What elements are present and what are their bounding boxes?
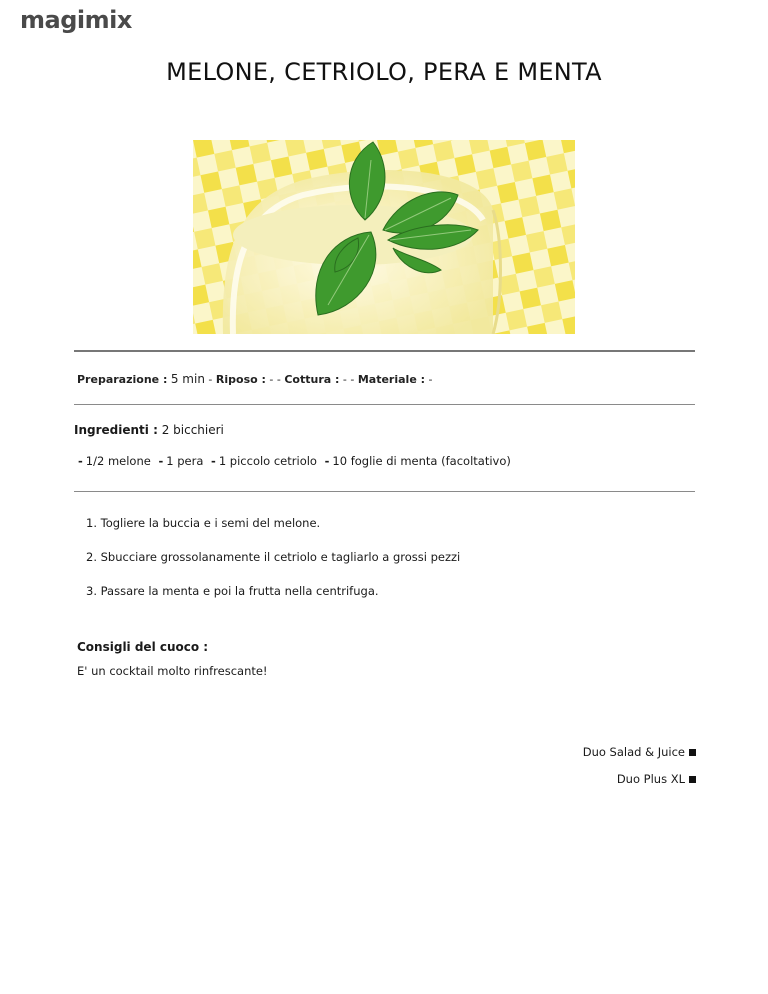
ingredient-item: 10 foglie di menta (facoltativo) [332,454,511,468]
product-item [617,772,696,786]
ingredient-item: 1 piccolo cetriolo [218,454,317,468]
recipe-photo [193,140,575,334]
step-2: 2. Sbucciare grossolanamente il cetriolo e tagliarlo a grossi pezzi [86,550,461,564]
divider [74,404,695,405]
step-1: 1. Togliere la buccia e i semi del melone. [86,516,321,530]
product-label: Duo Salad & Juice [582,745,685,759]
black-square-icon [689,776,696,783]
ingredient-item: 1/2 melone [85,454,151,468]
cook-label: Cottura : [284,373,340,386]
servings: 2 bicchieri [161,423,224,437]
magimix-logo: magimix [20,6,132,34]
ingredients-label: Ingredienti : [74,423,158,437]
material-label: Materiale : [357,373,426,386]
rest-label: Riposo : [215,373,266,386]
divider [74,491,695,492]
prep-value: 5 min [170,372,205,386]
rest-value: - - [269,373,281,386]
ingredient-item: 1 pera [166,454,204,468]
ingredient-list: - 1/2 melone - 1 pera - 1 piccolo cetriolo - 10 foglie di menta (facoltativo) [78,454,511,468]
material-value: - [428,373,433,386]
recipe-meta: Preparazione : 5 min - Riposo : - - Cottura : - - Materiale : - [77,372,433,386]
prep-label: Preparazione : [77,373,168,386]
recipe-title: MELONE, CETRIOLO, PERA E MENTA [166,58,602,86]
ingredients-heading [74,423,224,437]
cook-value: - - [342,373,355,386]
tips-text: E' un cocktail molto rinfrescante! [77,664,268,678]
tips-heading: Consigli del cuoco : [77,640,209,654]
step-3: 3. Passare la menta e poi la frutta nella centrifuga. [86,584,379,598]
black-square-icon [689,749,696,756]
product-label: Duo Plus XL [616,772,685,786]
product-item [583,745,696,759]
divider [74,350,695,352]
